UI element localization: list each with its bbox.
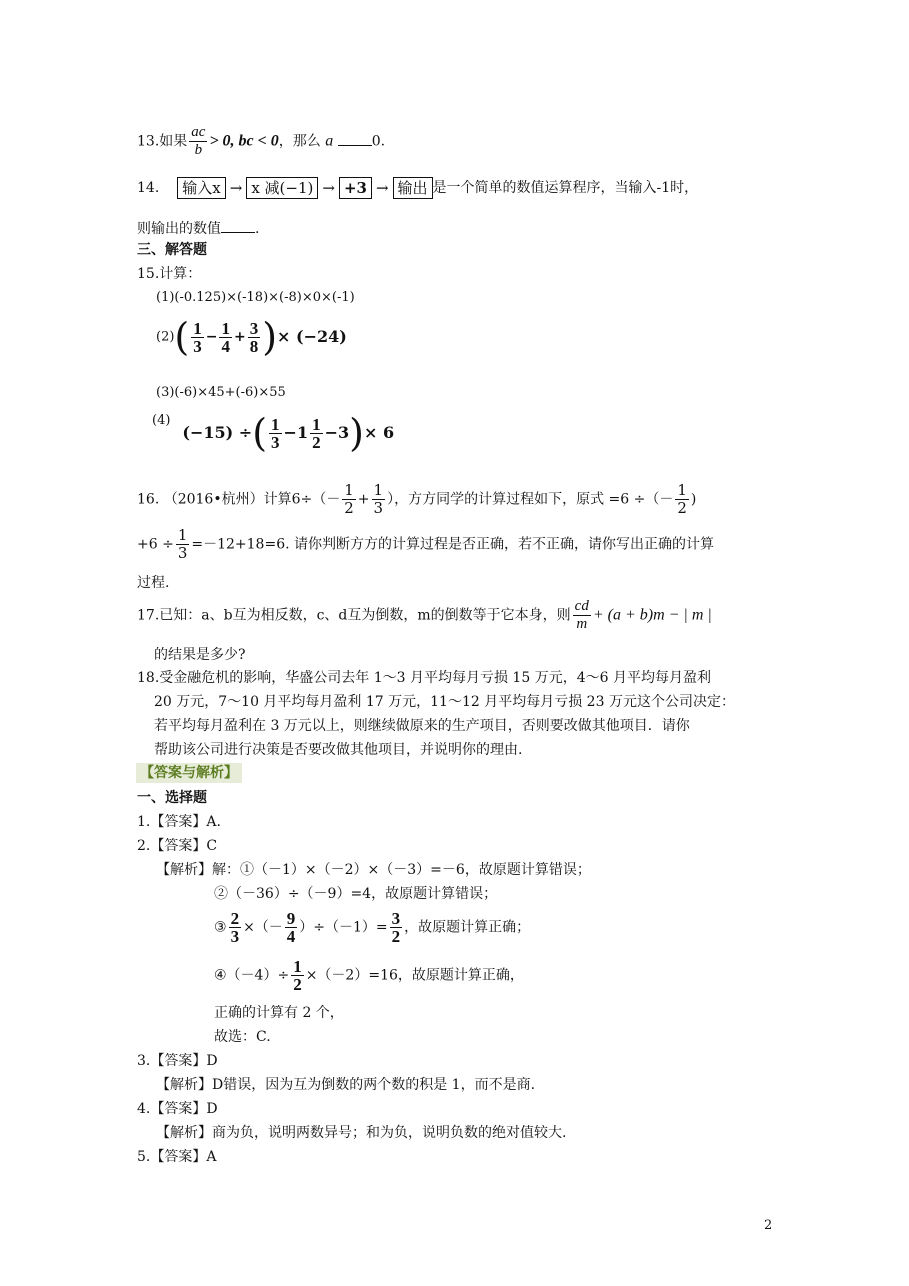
j4b: ×（－2）=16，故原题计算正确， xyxy=(305,967,524,984)
arrow-right-icon: → xyxy=(229,178,243,197)
paren-left: ( xyxy=(174,315,190,359)
q16-line1 xyxy=(137,482,696,517)
q16-l1b: ），方方同学的计算过程如下，原式 =6 ÷（－ xyxy=(387,491,674,508)
q16-l2b: =－12+18=6. 请你判断方方的计算过程是否正确，若不正确，请你写出正确的计算 xyxy=(191,536,715,553)
j3a: ③ xyxy=(214,919,227,936)
j3c: ）÷（－1）= xyxy=(299,919,388,936)
frac: $\frac{1}{2}$ xyxy=(344,481,354,517)
arrow-right-icon: → xyxy=(322,178,335,197)
flow-box-input: 输入x xyxy=(177,177,225,199)
q16-line3: 过程. xyxy=(137,575,170,591)
q15-title: 15.计算： xyxy=(137,266,202,282)
j3d: ，故原题计算正确； xyxy=(404,919,531,936)
answer-2-j5: 正确的计算有 2 个， xyxy=(214,1005,344,1021)
q18-line3: 若平均每月盈利在 3 万元以上，则继续做原来的生产项目，否则要改做其他项目．请你 xyxy=(154,718,690,734)
q15-part4 xyxy=(152,411,395,455)
answer-2-j4 xyxy=(214,958,524,993)
q17-l1: 17.已知：a、b互为相反数，c、d互为倒数，m的倒数等于它本身，则 xyxy=(137,607,571,624)
q15-p2-tail: × (−24) xyxy=(277,327,347,346)
frac: $\frac{1}{2}$ xyxy=(293,957,302,994)
frac: $\frac{3}{8}$ xyxy=(249,318,259,356)
paren-right: ) xyxy=(262,315,278,359)
frac: $\frac{1}{3}$ xyxy=(271,414,280,452)
op: −3 xyxy=(324,423,350,442)
q17-expr: + (a + b)m − | m | xyxy=(592,606,712,624)
q13-fraction: $\frac{ac}{b}$ xyxy=(191,124,206,158)
op: + xyxy=(233,329,246,345)
q16-line2 xyxy=(137,527,714,562)
op: + xyxy=(357,491,370,508)
arrow-right-icon: → xyxy=(375,178,389,197)
answer-2: 2.【答案】C xyxy=(137,838,218,854)
q13-tail: 0. xyxy=(371,133,386,150)
frac: $\frac{cd}{m}$ xyxy=(574,598,589,632)
answers-section-1: 一、选择题 xyxy=(137,790,207,806)
frac: $\frac{2}{3}$ xyxy=(230,909,240,946)
answer-2-j3 xyxy=(214,910,530,945)
frac: $\frac{1}{4}$ xyxy=(221,318,230,356)
q14-line2-end: . xyxy=(255,221,260,237)
q18-line2: 20 万元，7～10 月平均每月盈利 17 万元，11～12 月平均每月亏损 23 万元这个公司决定： xyxy=(154,694,735,710)
frac: $\frac{1}{3}$ xyxy=(373,481,384,517)
q14-blank xyxy=(221,220,255,233)
q13-blank xyxy=(338,133,372,146)
section-3-title: 三、解答题 xyxy=(137,242,207,258)
paren-left: ( xyxy=(252,411,268,455)
answer-3: 3.【答案】D xyxy=(137,1053,218,1069)
j3b: ×（－ xyxy=(243,919,283,936)
q17-line1 xyxy=(137,598,712,633)
q18-line1: 18.受金融危机的影响，华盛公司去年 1～3 月平均每月亏损 15 万元，4～6 月平均每月盈利 xyxy=(137,670,711,686)
q15-p4-tail: × 6 xyxy=(363,423,395,442)
op: −1 xyxy=(283,423,309,442)
frac: $\frac{3}{2}$ xyxy=(391,909,401,946)
q14-num: 14. xyxy=(137,180,160,196)
q16-l2a: +6 ÷ xyxy=(137,536,174,553)
q15-p4-head: (−15) ÷ xyxy=(182,423,253,442)
q14-line2: 则输出的数值 xyxy=(137,221,221,237)
question-14 xyxy=(137,177,698,199)
answers-header-label: 【答案与解析】 xyxy=(136,763,242,783)
answer-5: 5.【答案】A xyxy=(137,1149,217,1165)
j4a: ④（－4）÷ xyxy=(214,967,290,984)
page-number: 2 xyxy=(764,1218,773,1233)
answer-4-j: 【解析】商为负，说明两数异号；和为负，说明负数的绝对值较大. xyxy=(156,1125,567,1141)
frac: $\frac{9}{4}$ xyxy=(286,909,296,946)
q13-condition: > 0, bc < 0 xyxy=(209,132,279,150)
q17-line2: 的结果是多少? xyxy=(154,647,246,663)
q13-pre: 如果 xyxy=(159,133,188,150)
flow-box-output: 输出 xyxy=(393,177,433,199)
frac: $\frac{1}{3}$ xyxy=(193,318,202,356)
answer-4: 4.【答案】D xyxy=(137,1101,218,1117)
q13-num: 13. xyxy=(137,133,160,150)
q13-mid: ，那么 xyxy=(278,133,321,150)
q15-p2-label: (2) xyxy=(156,329,175,345)
paren-right: ) xyxy=(349,411,364,455)
answer-2-j2: ②（－36）÷（－9）=4，故原题计算错误； xyxy=(214,886,498,902)
answer-2-j6: 故选：C. xyxy=(214,1029,271,1045)
q15-part3: (3)(-6)×45+(-6)×55 xyxy=(156,385,286,400)
q15-p4-label: (4) xyxy=(152,413,171,428)
q15-part1: (1)(-0.125)×(-18)×(-8)×0×(-1) xyxy=(156,290,355,305)
q18-line4: 帮助该公司进行决策是否要改做其他项目，并说明你的理由. xyxy=(154,742,523,758)
question-13 xyxy=(137,124,385,159)
frac: $\frac{1}{3}$ xyxy=(177,526,188,562)
q15-part2 xyxy=(156,315,347,359)
question-14-line2 xyxy=(137,220,259,236)
flow-box-subtract: x 减(−1) xyxy=(246,177,318,199)
q16-l1c: ) xyxy=(690,491,697,508)
answer-1: 1.【答案】A. xyxy=(137,814,221,830)
frac: $\frac{1}{2}$ xyxy=(677,481,687,517)
q14-text: 是一个简单的数值运算程序，当输入-1时， xyxy=(432,180,699,196)
answer-2-j1: 【解析】解：①（－1）×（－2）×（－3）=－6，故原题计算错误； xyxy=(156,862,591,878)
answer-3-j: 【解析】D错误，因为互为倒数的两个数的积是 1，而不是商. xyxy=(156,1077,536,1093)
frac: $\frac{1}{2}$ xyxy=(312,414,321,452)
flow-box-add: +3 xyxy=(339,177,372,199)
q13-var: a xyxy=(325,132,334,150)
q16-l1a: 16. （2016•杭州）计算6÷（－ xyxy=(137,491,341,508)
answers-header xyxy=(136,766,242,780)
op: − xyxy=(205,329,218,345)
